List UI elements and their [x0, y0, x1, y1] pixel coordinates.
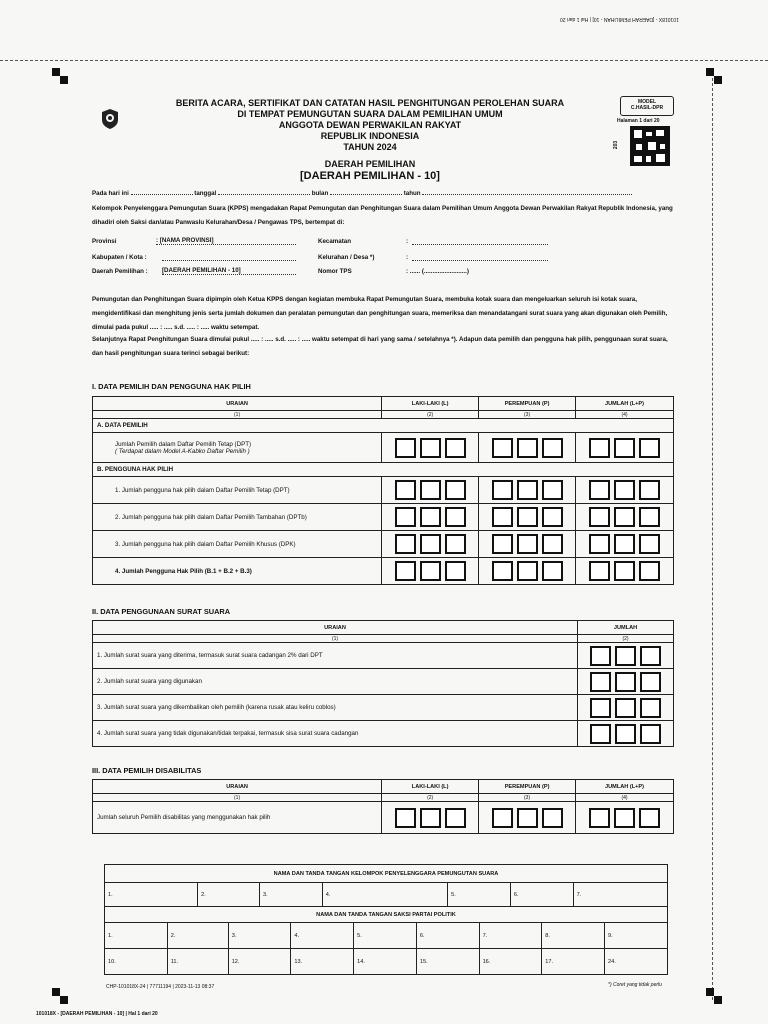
group-a-header: A. DATA PEMILIH	[93, 419, 674, 433]
table-row: 4. Jumlah Pengguna Hak Pilih (B.1 + B.2 + B.3)	[93, 558, 674, 585]
kpps-signature-slot[interactable]: 2.	[198, 883, 260, 907]
kpps-signature-slot[interactable]: 5.	[448, 883, 511, 907]
digit-box[interactable]	[640, 698, 661, 718]
digit-box[interactable]	[420, 808, 441, 828]
saksi-signature-slot[interactable]: 9.	[605, 923, 668, 949]
digit-box[interactable]	[420, 480, 441, 500]
table-disabilitas: URAIAN LAKI-LAKI (L) PEREMPUAN (P) JUMLAH (L+P) (1) (2) (3) (4) Jumlah seluruh Pemilih disabilitas yang menggunakan hak pilih	[92, 779, 674, 834]
saksi-signature-slot[interactable]: 3.	[228, 923, 291, 949]
table-row: Jumlah Pemilih dalam Daftar Pemilih Tetap (DPT) ( Terdapat dalam Model A-Kabko Daftar Pemilih )	[93, 433, 674, 463]
digit-box[interactable]	[589, 480, 610, 500]
saksi-signature-title: NAMA DAN TANDA TANGAN SAKSI PARTAI POLITIK	[105, 907, 668, 923]
registration-mark	[706, 988, 714, 996]
section-3-title: III. DATA PEMILIH DISABILITAS	[92, 766, 202, 775]
table-row: 2. Jumlah pengguna hak pilih dalam Daftar Pemilih Tambahan (DPTb)	[93, 504, 674, 531]
saksi-signature-slot[interactable]: 16.	[479, 949, 542, 975]
intro-text: Kelompok Penyelenggara Pemungutan Suara (KPPS) mengadakan Rapat Pemungutan dan Penghitungan Suara dalam Pemilihan Umum Anggota Dewan Perwakilan Rakyat Republik Indonesia, yang dihadiri oleh Saksi dan/atau Panwaslu Kelurahan/Desa / Pengawas TPS, bertempat di:	[92, 205, 673, 226]
bulan-field[interactable]	[330, 194, 402, 195]
digit-box[interactable]	[445, 438, 466, 458]
table-row: 1. Jumlah surat suara yang diterima, termasuk surat suara cadangan 2% dari DPT	[93, 643, 674, 669]
saksi-signature-slot[interactable]: 8.	[542, 923, 605, 949]
group-b-header: B. PENGGUNA HAK PILIH	[93, 463, 674, 477]
digit-box[interactable]	[590, 672, 611, 692]
digit-box[interactable]	[420, 507, 441, 527]
digit-box[interactable]	[614, 438, 635, 458]
digit-box[interactable]	[640, 724, 661, 744]
digit-box[interactable]	[492, 480, 513, 500]
dapil-field[interactable]: [DAERAH PEMILIHAN - 10]	[162, 267, 296, 275]
saksi-signature-slot[interactable]: 12.	[228, 949, 291, 975]
digit-box[interactable]	[420, 561, 441, 581]
saksi-signature-slot[interactable]: 1.	[105, 923, 168, 949]
digit-box[interactable]	[542, 480, 563, 500]
mirrored-header: 101018X - [DAERAH PEMILIHAN - 10] | Hal 1 dari 20	[560, 16, 679, 22]
table-data-pemilih: URAIAN LAKI-LAKI (L) PEREMPUAN (P) JUMLAH (L+P) (1) (2) (3) (4) A. DATA PEMILIH Jumlah Pemilih dalam Daftar Pemilih Tetap (DPT) ( Terdapat dalam Model A-Kabko Daftar Pemilih ) B. PENGGUNA HAK PILIH 1. Jumlah pengguna hak pilih dalam Daftar Pemilih Tetap (DPT) 2. Jumlah pengguna hak pilih dalam Daftar Pemilih Tambahan (DPTb) 3. Jumlah pengguna hak pilih dalam Daftar Pemilih Khusus (DPK) 4. Jumlah Pengguna Hak Pilih (B.1 + B.2 + B.3)	[92, 396, 674, 585]
digit-box[interactable]	[589, 507, 610, 527]
saksi-signature-slot[interactable]: 17.	[542, 949, 605, 975]
digit-box[interactable]	[614, 808, 635, 828]
side-code: 203	[613, 140, 620, 150]
saksi-signature-slot[interactable]: 6.	[416, 923, 479, 949]
registration-mark	[60, 996, 68, 1004]
digit-box[interactable]	[589, 808, 610, 828]
digit-box[interactable]	[614, 507, 635, 527]
kpps-signature-slot[interactable]: 7.	[573, 883, 667, 907]
registration-mark	[714, 996, 722, 1004]
digit-box[interactable]	[542, 808, 563, 828]
model-box: MODEL C.HASIL-DPR	[620, 96, 674, 116]
digit-box[interactable]	[517, 561, 538, 581]
digit-box[interactable]	[445, 808, 466, 828]
kpps-signature-title: NAMA DAN TANDA TANGAN KELOMPOK PENYELENGGARA PEMUNGUTAN SUARA	[105, 865, 668, 883]
registration-mark	[52, 68, 60, 76]
digit-box[interactable]	[445, 534, 466, 554]
document-title: BERITA ACARA, SERTIFIKAT DAN CATATAN HASIL PENGHITUNGAN PEROLEHAN SUARA DI TEMPAT PEMUNGUTAN SUARA DALAM PEMILIHAN UMUM ANGGOTA DEWAN PERWAKILAN RAKYAT REPUBLIK INDONESIA TAHUN 2024 DAERAH PEMILIHAN [DAERAH PEMILIHAN - 10]	[150, 98, 590, 182]
top-cut-line	[0, 60, 768, 61]
digit-box[interactable]	[639, 808, 660, 828]
digit-box[interactable]	[445, 507, 466, 527]
table-row: 2. Jumlah surat suara yang digunakan	[93, 669, 674, 695]
digit-box[interactable]	[614, 561, 635, 581]
saksi-signature-slot[interactable]: 10.	[105, 949, 168, 975]
digit-box[interactable]	[420, 438, 441, 458]
digit-box[interactable]	[395, 480, 416, 500]
digit-box[interactable]	[590, 698, 611, 718]
digit-box[interactable]	[615, 724, 636, 744]
digit-box[interactable]	[517, 808, 538, 828]
digit-box[interactable]	[639, 561, 660, 581]
table-row: 4. Jumlah surat suara yang tidak digunakan/tidak terpakai, termasuk sisa surat suara cadangan	[93, 721, 674, 747]
saksi-signature-slot[interactable]: 4.	[291, 923, 354, 949]
digit-box[interactable]	[615, 672, 636, 692]
digit-box[interactable]	[542, 507, 563, 527]
table-row: Jumlah seluruh Pemilih disabilitas yang menggunakan hak pilih	[93, 802, 674, 834]
signature-table	[104, 864, 668, 975]
tahun-field[interactable]	[422, 194, 632, 195]
registration-mark	[714, 76, 722, 84]
digit-box[interactable]	[492, 438, 513, 458]
right-cut-line	[712, 68, 713, 1000]
registration-mark	[52, 988, 60, 996]
paragraph-penghitungan: Selanjutnya Rapat Penghitungan Suara dimulai pukul ..... : ..... s.d. ..... : ..... waktu setempat di hari yang sama / setelahnya *). Adapun data pemilih dan pengguna hak pilih, penggunaan surat suara, dan hasil penghitungan suara terinci sebagai berikut:	[92, 336, 668, 357]
digit-box[interactable]	[492, 507, 513, 527]
digit-box[interactable]	[615, 698, 636, 718]
date-line: Pada hari ini tanggal bulan tahun	[92, 190, 672, 197]
saksi-signature-slot[interactable]: 24.	[605, 949, 668, 975]
digit-box[interactable]	[517, 438, 538, 458]
hari-field[interactable]	[131, 194, 193, 195]
saksi-signature-slot[interactable]: 13.	[291, 949, 354, 975]
digit-box[interactable]	[542, 438, 563, 458]
digit-box[interactable]	[639, 534, 660, 554]
table-surat-suara: URAIAN JUMLAH (1) (2) 1. Jumlah surat suara yang diterima, termasuk surat suara cadangan 2% dari DPT 2. Jumlah surat suara yang digunakan 3. Jumlah surat suara yang dikembalikan oleh pemilih (karena rusak atau keliru coblos) 4. Jumlah surat suara yang tidak digunakan/tidak terpakai, termasuk sisa surat suara cadangan	[92, 620, 674, 747]
digit-box[interactable]	[395, 507, 416, 527]
bottom-label: 101018X - [DAERAH PEMILIHAN - 10] | Hal 1 dari 20	[36, 1011, 158, 1017]
digit-box[interactable]	[445, 561, 466, 581]
digit-box[interactable]	[590, 724, 611, 744]
footer-code: CHP-101018X-24 | 77711194 | 2023-11-13 08:37	[106, 984, 215, 990]
saksi-signature-slot[interactable]: 11.	[167, 949, 228, 975]
provinsi-field[interactable]: : [NAMA PROVINSI]	[156, 237, 296, 245]
digit-box[interactable]	[492, 561, 513, 581]
digit-box[interactable]	[445, 480, 466, 500]
daerah-value: [DAERAH PEMILIHAN - 10]	[300, 170, 440, 182]
digit-box[interactable]	[639, 507, 660, 527]
section-1-title: I. DATA PEMILIH DAN PENGGUNA HAK PILIH	[92, 382, 251, 391]
digit-box[interactable]	[639, 438, 660, 458]
digit-box[interactable]	[614, 480, 635, 500]
digit-box[interactable]	[395, 438, 416, 458]
registration-mark	[706, 68, 714, 76]
digit-box[interactable]	[640, 646, 661, 666]
digit-box[interactable]	[420, 534, 441, 554]
kpps-signature-slot[interactable]: 3.	[259, 883, 322, 907]
tanggal-field[interactable]	[218, 194, 310, 195]
digit-box[interactable]	[590, 646, 611, 666]
saksi-signature-slot[interactable]: 14.	[354, 949, 417, 975]
digit-box[interactable]	[589, 438, 610, 458]
digit-box[interactable]	[517, 534, 538, 554]
digit-box[interactable]	[615, 646, 636, 666]
table-row: 3. Jumlah surat suara yang dikembalikan oleh pemilih (karena rusak atau keliru coblos)	[93, 695, 674, 721]
saksi-signature-slot[interactable]: 2.	[167, 923, 228, 949]
tps-field[interactable]: : ...... (.........................)	[406, 268, 469, 275]
paragraph-pemungutan: Pemungutan dan Penghitungan Suara dipimpin oleh Ketua KPPS dengan kegiatan membuka Rapat Pemungutan Suara, membuka kotak suara dan mengeluarkan seluruh isi kotak suara, mengidentifikasi dan menghitung jenis serta jumlah dokumen dan peralatan pemungutan dan penghitungan suara, memeriksa dan menandatangani surat suara yang akan digunakan oleh Pemilih, dimulai pada pukul ..... : ..... s.d. ..... : ..... waktu setempat.	[92, 296, 668, 331]
digit-box[interactable]	[517, 480, 538, 500]
saksi-signature-slot[interactable]: 7.	[479, 923, 542, 949]
kpu-logo-icon	[100, 108, 120, 130]
digit-box[interactable]	[517, 507, 538, 527]
digit-box[interactable]	[640, 672, 661, 692]
digit-box[interactable]	[639, 480, 660, 500]
saksi-signature-slot[interactable]: 5.	[354, 923, 417, 949]
digit-box[interactable]	[542, 561, 563, 581]
table-row: 1. Jumlah pengguna hak pilih dalam Daftar Pemilih Tetap (DPT)	[93, 477, 674, 504]
kpps-signature-slot[interactable]: 4.	[322, 883, 447, 907]
digit-box[interactable]	[589, 534, 610, 554]
digit-box[interactable]	[492, 808, 513, 828]
kpps-signature-slot[interactable]: 1.	[105, 883, 198, 907]
kelurahan-field[interactable]	[412, 260, 548, 261]
footnote: *) Coret yang tidak perlu	[608, 982, 662, 988]
digit-box[interactable]	[492, 534, 513, 554]
page-label: Halaman 1 dari 20	[617, 118, 660, 124]
saksi-signature-slot[interactable]: 15.	[416, 949, 479, 975]
digit-box[interactable]	[395, 534, 416, 554]
kpps-signature-slot[interactable]: 6.	[510, 883, 573, 907]
digit-box[interactable]	[589, 561, 610, 581]
kabupaten-field[interactable]	[162, 260, 296, 261]
section-2-title: II. DATA PENGGUNAAN SURAT SUARA	[92, 607, 231, 616]
digit-box[interactable]	[614, 534, 635, 554]
digit-box[interactable]	[542, 534, 563, 554]
table-row: 3. Jumlah pengguna hak pilih dalam Daftar Pemilih Khusus (DPK)	[93, 531, 674, 558]
kecamatan-field[interactable]	[412, 244, 548, 245]
qr-code-icon	[630, 126, 670, 166]
digit-box[interactable]	[395, 561, 416, 581]
registration-mark	[60, 76, 68, 84]
digit-box[interactable]	[395, 808, 416, 828]
